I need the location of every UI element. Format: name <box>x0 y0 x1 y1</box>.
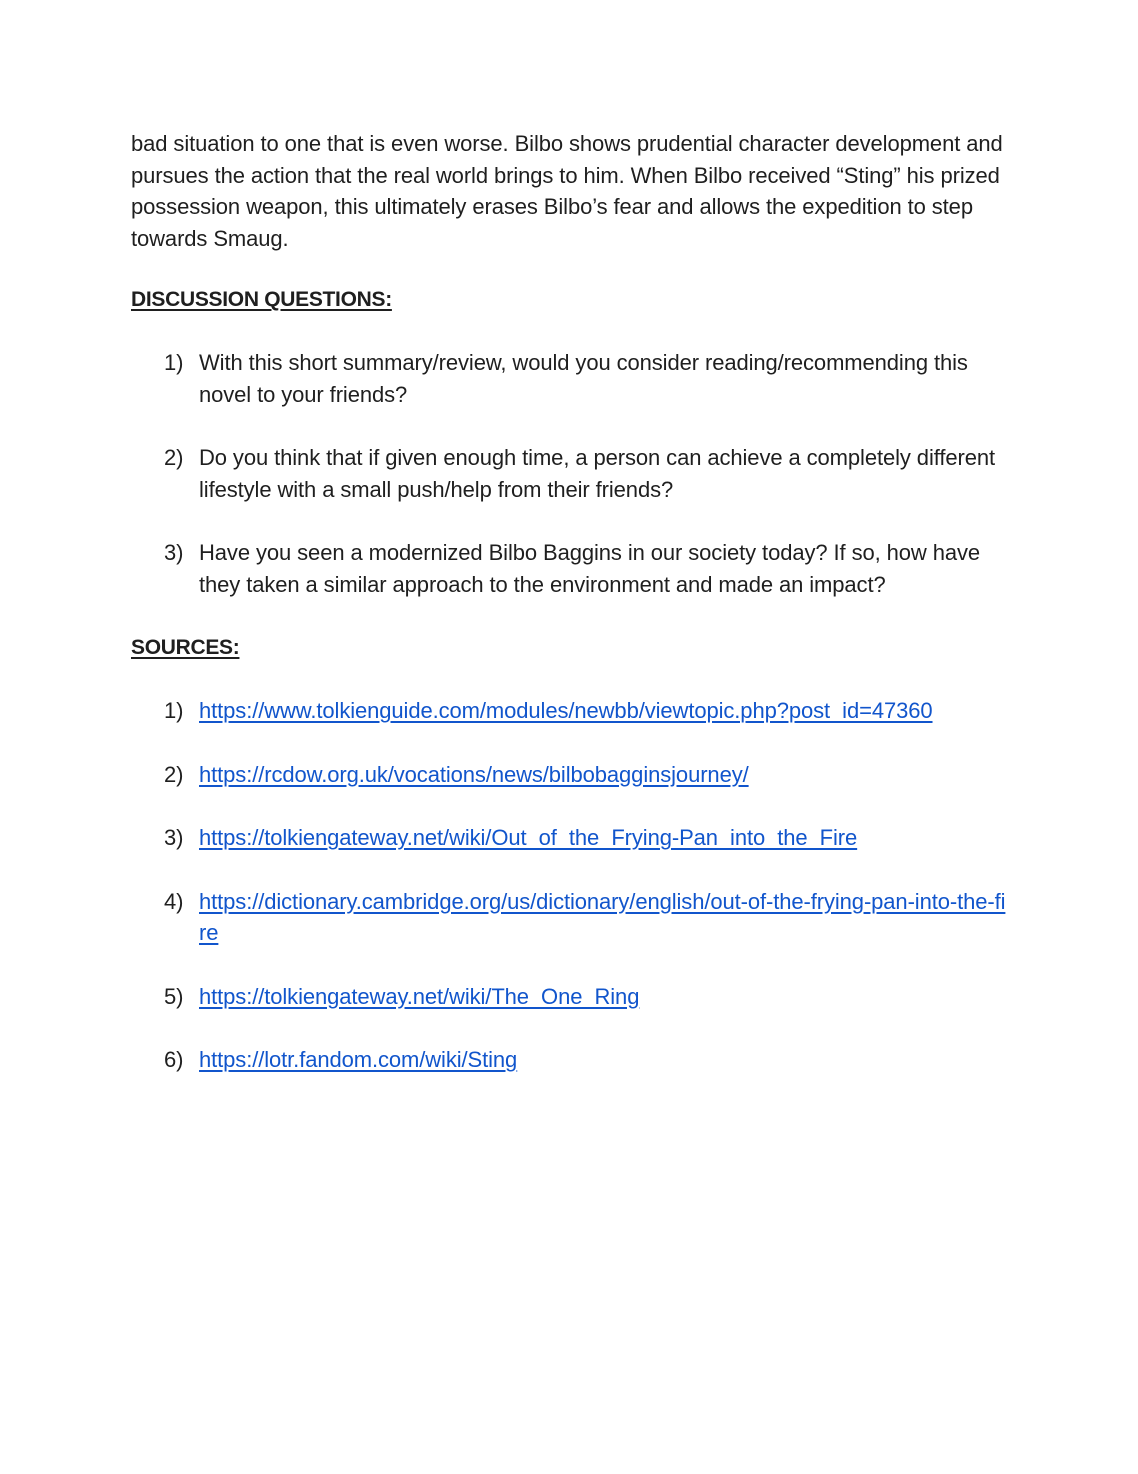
item-number: 4) <box>164 888 184 914</box>
question-text: Have you seen a modernized Bilbo Baggins in our society today? If so, how have they taken a similar approach to the environment and made an impact? <box>199 540 980 597</box>
source-item <box>131 759 1011 791</box>
source-item <box>131 695 1011 727</box>
intro-paragraph: bad situation to one that is even worse. Bilbo shows prudential character development and pursues the action that the real world brings to him. When Bilbo received “Sting” his prized possession weapon, this ultimately erases Bilbo’s fear and allows the expedition to step towards Smaug. <box>131 131 1003 251</box>
sources-list <box>131 695 1011 1076</box>
discussion-item <box>131 537 1011 600</box>
discussion-item <box>131 347 1011 410</box>
question-text: Do you think that if given enough time, a person can achieve a completely different lifestyle with a small push/help from their friends? <box>199 445 996 502</box>
discussion-heading: DISCUSSION QUESTIONS: <box>131 288 392 311</box>
item-number: 3) <box>164 825 184 850</box>
item-number: 1) <box>164 698 184 723</box>
item-number: 3) <box>164 540 184 565</box>
item-number: 1) <box>164 350 184 375</box>
source-link[interactable]: https://rcdow.org.uk/vocations/news/bilbobagginsjourney/ <box>199 761 749 787</box>
source-item <box>131 886 1011 949</box>
item-number: 2) <box>164 761 184 787</box>
question-text: With this short summary/review, would you consider reading/recommending this novel to your friends? <box>199 350 968 407</box>
document-page <box>131 128 1011 1076</box>
discussion-item <box>131 442 1011 505</box>
sources-heading: SOURCES: <box>131 636 240 659</box>
item-number: 2) <box>164 445 184 470</box>
source-link[interactable]: https://tolkiengateway.net/wiki/The_One_Ring <box>199 983 640 1009</box>
source-link[interactable]: https://www.tolkienguide.com/modules/newbb/viewtopic.php?post_id=47360 <box>199 698 933 723</box>
source-link[interactable]: https://dictionary.cambridge.org/us/dictionary/english/out-of-the-frying-pan-into-the-fire <box>199 888 1006 945</box>
source-link[interactable]: https://tolkiengateway.net/wiki/Out_of_the_Frying-Pan_into_the_Fire <box>199 825 858 850</box>
source-item <box>131 822 1011 854</box>
discussion-list <box>131 347 1011 600</box>
item-number: 5) <box>164 983 184 1009</box>
source-link[interactable]: https://lotr.fandom.com/wiki/Sting <box>199 1047 518 1072</box>
source-item <box>131 981 1011 1013</box>
item-number: 6) <box>164 1047 184 1072</box>
source-item <box>131 1044 1011 1076</box>
